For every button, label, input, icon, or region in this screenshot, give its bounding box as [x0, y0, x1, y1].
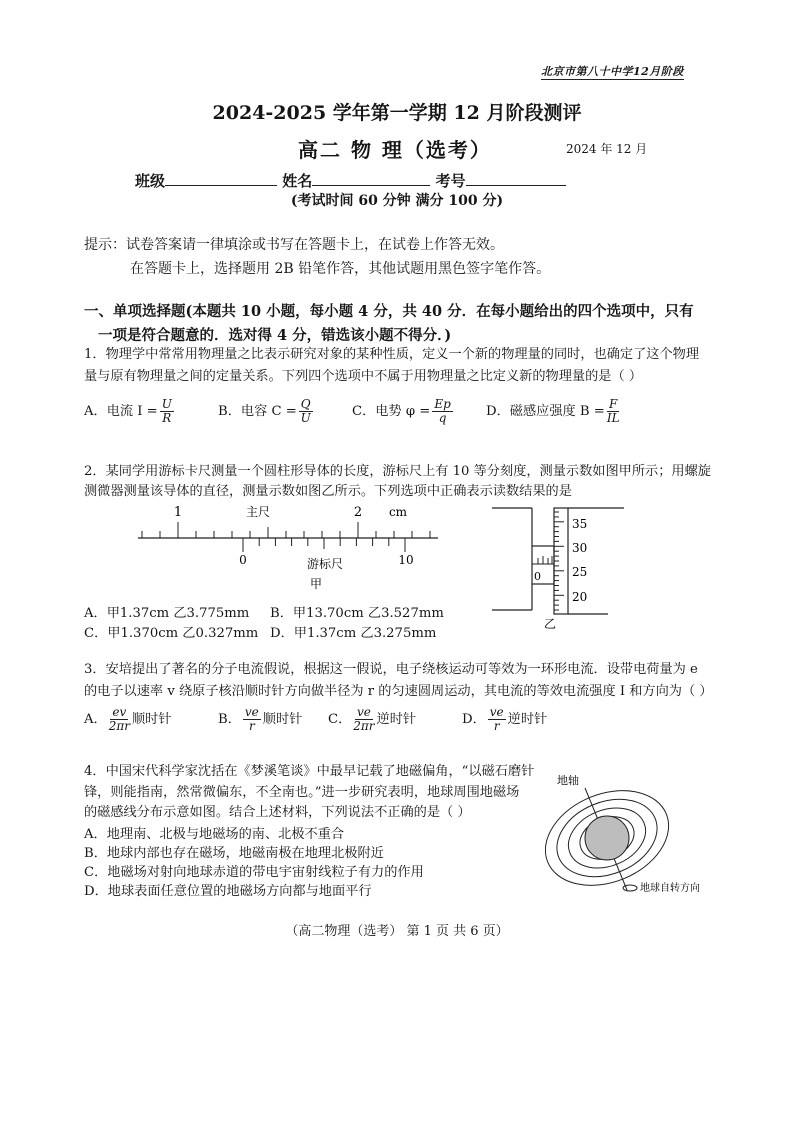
exam-no-label: 考号	[435, 172, 466, 190]
q4-option-c[interactable]: C．地磁场对射向地球赤道的带电宇宙射线粒子有力的作用	[84, 865, 424, 880]
rotation-arrow-icon	[623, 885, 637, 891]
vernier-zero-label: 0	[239, 553, 247, 567]
q2-option-b[interactable]: B．甲13.70cm 乙3.527mm	[270, 606, 444, 621]
page-footer: （高二物理（选考） 第 1 页 共 6 页）	[285, 924, 509, 939]
exam-no-field[interactable]	[466, 171, 566, 186]
q1-option-b[interactable]: B．电容 C = $\frac{Q}{U}$	[218, 397, 311, 425]
main-scale-1: 1	[173, 505, 183, 520]
section-header-line-2: 一项是符合题意的．选对得 4 分，错选该小题不得分．)	[98, 327, 452, 344]
class-field[interactable]	[165, 171, 277, 186]
vernier-caliper-figure	[130, 502, 450, 597]
exam-time: (考试时间 60 分钟 满分 100 分)	[290, 193, 504, 209]
q1-text-1: 1．物理学中常常用物理量之比表示研究对象的某种性质，定义一个新的物理量的同时，也确定了这个物理	[84, 347, 700, 362]
page-title: 2024-2025 学年第一学期 12 月阶段测评	[212, 102, 582, 124]
main-scale-2: 2	[353, 505, 363, 520]
q4-text-2: 锋，则能指南，然常微偏东，不全南也。”进一步研究表明，地球周围地磁场	[84, 785, 520, 800]
q3-option-d[interactable]: D． $\frac{ve}{r}$ 逆时针	[462, 705, 548, 733]
q3-text-1: 3．安培提出了著名的分子电流假说，根据这一假说，电子绕核运动可等效为一环形电流．设带电荷量为 e	[84, 662, 698, 677]
q3-option-c[interactable]: C． $\frac{ve}{2\pi r}$ 逆时针	[328, 705, 417, 733]
thimble-20: 20	[572, 590, 588, 604]
q2-text-1: 2．某同学用游标卡尺测量一个圆柱形导体的长度，游标尺上有 10 等分刻度，测量示数如图甲所示；用螺旋	[84, 464, 711, 479]
q3-option-b[interactable]: B． $\frac{ve}{r}$ 顺时针	[218, 705, 303, 733]
q1-option-a[interactable]: A．电流 I = $\frac{U}{R}$	[84, 397, 172, 425]
class-label: 班级	[135, 172, 166, 190]
vernier-ten-label: 10	[398, 553, 414, 567]
q2-text-2: 测微器测量该导体的直径，测量示数如图乙所示。下列选项中正确表示读数结果的是	[84, 484, 572, 499]
figure-jia-label: 甲	[309, 577, 323, 591]
q2-option-d[interactable]: D．甲1.37cm 乙3.275mm	[270, 626, 437, 641]
subject-title: 高二 物 理（选考）	[298, 138, 492, 162]
name-label: 姓名	[282, 172, 313, 190]
tip-line-2: 在答题卡上，选择题用 2B 铅笔作答，其他试题用黑色签字笔作答。	[130, 261, 551, 277]
micrometer-figure	[488, 502, 628, 632]
thimble-30: 30	[572, 541, 588, 555]
school-stamp: 北京市第八十中学12月阶段	[541, 65, 684, 78]
q4-option-b[interactable]: B．地球内部也存在磁场，地磁南极在地理北极附近	[84, 846, 384, 861]
rotation-label: 地球自转方向	[640, 883, 700, 894]
main-scale-label: 主尺	[245, 505, 271, 519]
unit-label: cm	[388, 505, 408, 519]
vernier-scale-label: 游标尺	[306, 557, 344, 571]
q4-text-3: 的磁感线分布示意如图。结合上述材料，下列说法不正确的是（ ）	[84, 805, 471, 820]
q3-option-a[interactable]: A． $\frac{ev}{2\pi r}$ 顺时针	[84, 705, 172, 733]
q1-text-2: 量与原有物理量之间的定量关系。下列四个选项中不属于用物理量之比定义新的物理量的是（ ）	[84, 369, 643, 384]
q4-option-d[interactable]: D．地球表面任意位置的地磁场方向都与地面平行	[84, 884, 372, 899]
q1-option-c[interactable]: C．电势 φ = $\frac{Ep}{q}$	[352, 397, 451, 425]
thimble-35: 35	[572, 517, 588, 531]
q4-text-1: 4．中国宋代科学家沈括在《梦溪笔谈》中最早记载了地磁偏角，“以磁石磨针	[84, 764, 535, 779]
thimble-25: 25	[572, 565, 588, 579]
earth-globe	[585, 816, 629, 860]
tip-line-1: 提示：试卷答案请一律填涂或书写在答题卡上，在试卷上作答无效。	[84, 237, 504, 253]
section-header-line-1: 一、单项选择题(本题共 10 小题，每小题 4 分，共 40 分．在每小题给出的四个选项中，只有	[84, 303, 694, 320]
exam-date: 2024 年 12 月	[566, 142, 648, 156]
figure-yi-label: 乙	[544, 617, 557, 631]
earth-axis-label: 地轴	[557, 774, 579, 787]
q4-option-a[interactable]: A．地理南、北极与地磁场的南、北极不重合	[84, 827, 345, 842]
student-info-fields	[135, 170, 566, 191]
sleeve-zero: 0	[534, 570, 541, 583]
q2-option-c[interactable]: C．甲1.370cm 乙0.327mm	[84, 626, 259, 641]
q2-option-a[interactable]: A．甲1.37cm 乙3.775mm	[84, 606, 250, 621]
q1-option-d[interactable]: D．磁感应强度 B = $\frac{F}{IL}$	[486, 397, 620, 425]
name-field[interactable]	[312, 171, 430, 186]
q3-text-2: 的电子以速率 v 绕原子核沿顺时针方向做半径为 r 的匀速圆周运动，其电流的等效电流强度 I 和方向为（ ）	[84, 684, 713, 699]
earth-magnetic-field-figure	[545, 770, 715, 900]
